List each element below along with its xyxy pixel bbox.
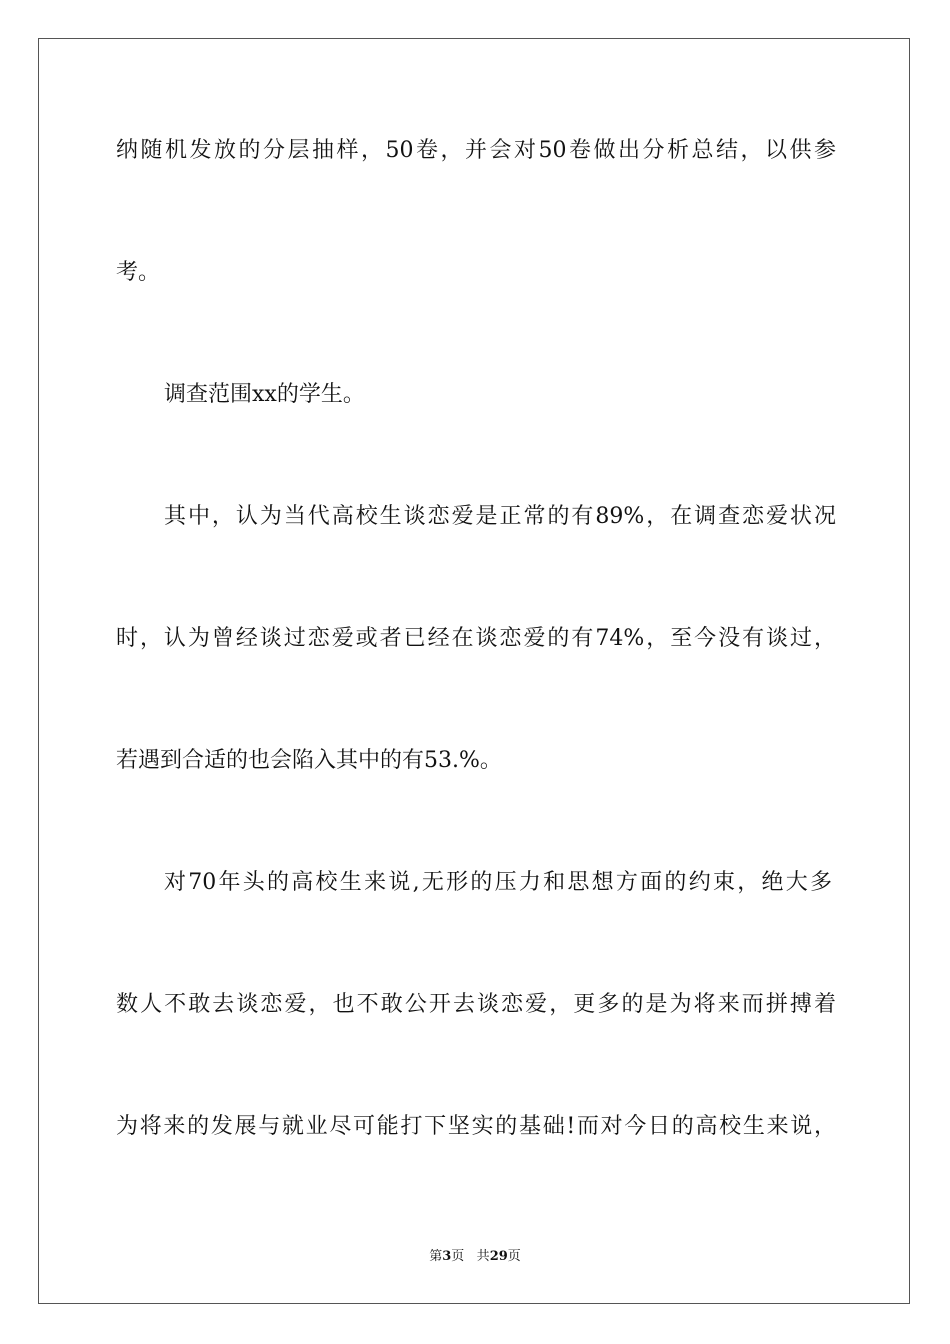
footer-total-prefix: 共 bbox=[476, 1249, 490, 1264]
paragraph-line: 对70年头的高校生来说,无形的压力和思想方面的约束，绝大多 bbox=[164, 870, 832, 895]
footer-page-current: 3 bbox=[442, 1249, 452, 1264]
footer-total-label: 页 bbox=[507, 1249, 521, 1264]
paragraph-line: 调查范围xx的学生。 bbox=[164, 382, 365, 407]
footer-page-total: 29 bbox=[489, 1249, 508, 1264]
paragraph-line: 数人不敢去谈恋爱，也不敢公开去谈恋爱，更多的是为将来而拼搏着 bbox=[116, 992, 836, 1017]
paragraph-line: 为将来的发展与就业尽可能打下坚实的基础!而对今日的高校生来说， bbox=[116, 1114, 836, 1139]
paragraph-line: 其中，认为当代高校生谈恋爱是正常的有89%，在调查恋爱状况 bbox=[164, 504, 836, 529]
paragraph-line: 纳随机发放的分层抽样，50卷，并会对50卷做出分析总结，以供参 bbox=[116, 138, 836, 163]
footer-page-label: 页 bbox=[451, 1249, 465, 1264]
paragraph-line: 时，认为曾经谈过恋爱或者已经在谈恋爱的有74%，至今没有谈过， bbox=[116, 626, 836, 651]
paragraph-line: 若遇到合适的也会陷入其中的有53.%。 bbox=[116, 748, 502, 773]
footer-prefix: 第 bbox=[429, 1249, 443, 1264]
page-footer bbox=[0, 1248, 950, 1266]
paragraph-line: 考。 bbox=[116, 260, 161, 285]
